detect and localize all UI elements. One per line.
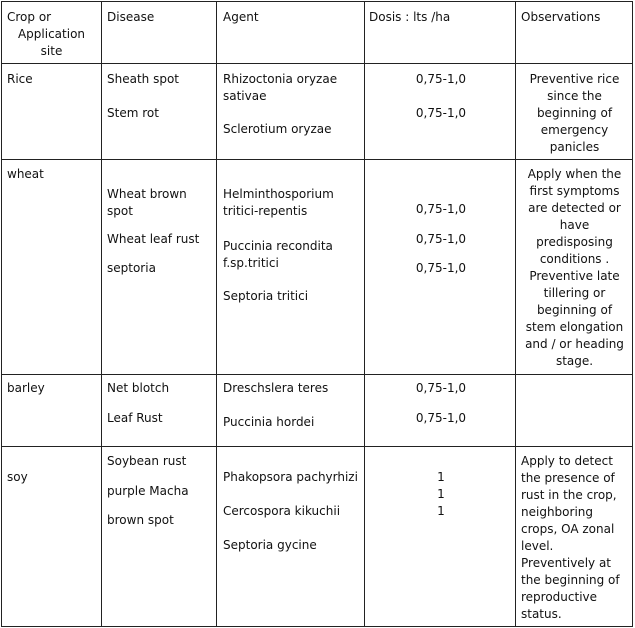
header-agent: Agent xyxy=(223,10,259,24)
disease-cell: Stem rot xyxy=(107,106,159,120)
agent-cell: Septoria gycine xyxy=(223,538,317,552)
agent-cell: Helminthosporium tritici-repentis xyxy=(223,187,334,218)
header-crop: Crop or Application site xyxy=(7,10,86,58)
agent-cell: Phakopsora pachyrhizi xyxy=(223,470,358,484)
observations-cell: Apply to detect the presence of rust in the crop, neighboring crops, OA zonal level. Preventively at the beginning of reproductive status. xyxy=(521,454,620,621)
dosis-cell: 0,75-1,0 xyxy=(415,106,467,120)
disease-cell: Wheat brown spot xyxy=(107,187,187,218)
dosis-cell: 0,75-1,0 xyxy=(415,72,467,86)
row-divider xyxy=(2,159,632,160)
disease-cell: Leaf Rust xyxy=(107,411,163,425)
disease-cell: Sheath spot xyxy=(107,72,179,86)
dosis-cell: 0,75-1,0 xyxy=(415,381,467,395)
agent-cell: Septoria tritici xyxy=(223,289,309,303)
crop-cell: Rice xyxy=(7,72,33,86)
column-divider xyxy=(216,2,217,626)
disease-cell: Soybean rust xyxy=(107,454,187,468)
header-disease: Disease xyxy=(107,10,155,24)
row-divider xyxy=(2,446,632,447)
agent-cell: Dreschslera teres xyxy=(223,381,329,395)
row-divider xyxy=(2,374,632,375)
crop-cell: barley xyxy=(7,381,45,395)
dosis-cell: 0,75-1,0 xyxy=(415,202,467,216)
disease-cell: Net blotch xyxy=(107,381,170,395)
disease-cell: brown spot xyxy=(107,513,174,527)
agent-cell: Sclerotium oryzae xyxy=(223,122,332,136)
header-observations: Observations xyxy=(521,10,601,24)
disease-cell: Wheat leaf rust xyxy=(107,232,200,246)
crop-cell: soy xyxy=(7,470,28,484)
header-dosis: Dosis : lts /ha xyxy=(369,10,451,24)
dosis-cell: 1 1 1 xyxy=(437,470,445,518)
agent-cell: Rhizoctonia oryzae sativae xyxy=(223,72,338,103)
agent-cell: Cercospora kikuchii xyxy=(223,504,341,518)
crop-cell: wheat xyxy=(7,167,44,181)
agent-cell: Puccinia hordei xyxy=(223,415,315,429)
observations-cell: Apply when the first symptoms are detected or have predisposing conditions . Preventive late tillering or beginning of stem elongation and / or heading stage. xyxy=(525,167,624,368)
disease-cell: septoria xyxy=(107,261,156,275)
column-divider xyxy=(364,2,365,626)
row-divider xyxy=(2,63,632,64)
column-divider xyxy=(101,2,102,626)
dosis-cell: 0,75-1,0 xyxy=(415,232,467,246)
data-table xyxy=(1,1,633,627)
disease-cell: purple Macha xyxy=(107,484,189,498)
observations-cell: Preventive rice since the beginning of emergency panicles xyxy=(529,72,620,154)
agent-cell: Puccinia recondita f.sp.tritici xyxy=(223,239,333,270)
dosis-cell: 0,75-1,0 xyxy=(415,261,467,275)
dosis-cell: 0,75-1,0 xyxy=(415,411,467,425)
